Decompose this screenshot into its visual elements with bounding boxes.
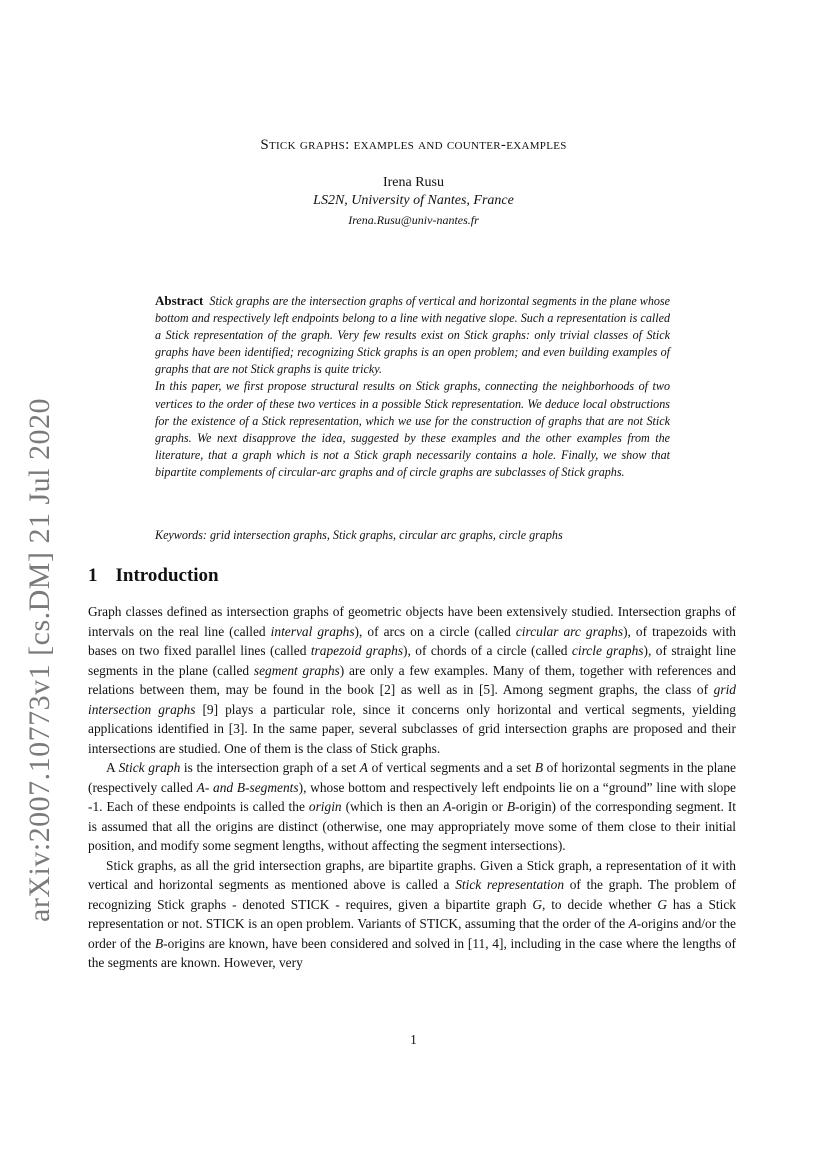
text-run: A — [106, 760, 119, 775]
section-heading — [88, 565, 219, 587]
author-email: Irena.Rusu@univ-nantes.fr — [348, 213, 479, 227]
emphasis-term: segment graphs — [253, 662, 340, 678]
text-run: ), of trapezoids with bases on two fixed parallel lines (called — [88, 623, 736, 658]
text-run: Graph classes defined as intersection graphs of geometric objects have been extensively studied. Intersection graphs of intervals on the real line (called — [88, 604, 736, 639]
text-run: ), of straight line segments in the plane (called — [88, 643, 737, 678]
keywords-line: Keywords: grid intersection graphs, Stick graphs, circular arc graphs, circle graphs — [155, 528, 563, 542]
text-run: is the intersection graph of a set — [180, 760, 360, 775]
abstract-paragraph-2: In this paper, we first propose structural results on Stick graphs, connecting the neighborhoods of two vertices to the order of these two vertices in a possible Stick representation. We deduce local obstructions for the existence of a Stick representation, which we use for the construction of graphs that are not Stick graphs. We next disapprove the idea, suggested by these examples and the other examples from the literature, that a graph which is not a Stick graph necessarily contains a hole. Finally, we show that bipartite complements of circular-arc graphs and of circle graphs are subclasses of Stick graphs. — [155, 379, 670, 479]
emphasis-term: grid intersection graphs — [88, 682, 736, 717]
abstract-text-1: Stick graphs are the intersection graphs of vertical and horizontal segments in the plane whose bottom and respectively left endpoints belong to a line with negative slope. Such a representation is called a Stick representation of the graph. Very few results exist on Stick graphs: only trivial classes of Stick graphs have been identified; recognizing Stick graphs is an open problem; and even building examples of graphs that are not Stick graphs is quite tricky. — [155, 294, 670, 377]
section-title: Introduction — [115, 565, 219, 586]
text-run: of the graph. The problem of recognizing Stick graphs - denoted STICK - requires, given a bipartite graph — [88, 877, 736, 912]
emphasis-term: circular arc graphs — [515, 623, 624, 639]
author-name: Irena Rusu — [382, 175, 445, 190]
math-symbol: A — [359, 760, 368, 775]
arxiv-stamp — [24, 360, 56, 960]
text-run: has a Stick representation or not. STICK is an open problem. Variants of STICK, assuming that the order of the — [88, 896, 737, 931]
author-affiliation: LS2N, University of Nantes, France — [313, 193, 514, 208]
text-run: -origins and/or the order of the — [88, 916, 736, 951]
emphasis-term: - and — [204, 779, 237, 795]
math-symbol: B — [154, 935, 164, 951]
math-symbol: B — [506, 799, 516, 814]
abstract-label: Abstract — [155, 293, 204, 308]
emphasis-term: Stick graph — [118, 760, 181, 775]
text-run: ), whose bottom and respectively left endpoints lie on a “ground” line with slope -1. Each of these endpoints is called the — [88, 779, 736, 814]
text-run: -origins are known, have been considered and solved in [11, 4], including in the case where the lengths of the segments are known. However, very — [88, 935, 736, 970]
section-number: 1 — [88, 565, 98, 586]
body-text — [88, 602, 736, 973]
abstract-paragraph-1 — [155, 292, 670, 378]
page-number: 1 — [410, 1032, 417, 1047]
text-run: , to decide whether — [541, 896, 658, 912]
math-symbol: A — [443, 799, 452, 814]
body-paragraph-3 — [88, 856, 736, 973]
text-run: ) are only a few examples. Many of them, together with references and relations between them, may be found in the book [2] as well as in [5]. Among segment graphs, the class of — [88, 662, 737, 697]
body-paragraph-1 — [88, 602, 736, 758]
math-symbol: A — [628, 916, 637, 931]
emphasis-term: -segments — [245, 779, 299, 795]
text-run: Stick graphs, as all the grid intersection graphs, are bipartite graphs. Given a Stick graph, a representation of it with vertical and horizontal segments as mentioned above is called a — [88, 857, 736, 892]
emphasis-term: interval graphs — [270, 623, 355, 639]
text-run: ), of chords of a circle (called — [403, 643, 572, 658]
emphasis-term: origin — [308, 799, 342, 814]
emphasis-term: circle graphs — [571, 643, 644, 658]
text-run: [9] plays a particular role, since it concerns only horizontal and vertical segments, yielding applications identified in [3]. In the same paper, several subclasses of grid intersection graphs are proposed and their intersections are studied. One of them is the class of Stick graphs. — [88, 701, 736, 756]
text-run: -origin) of the corresponding segment. It is assumed that all the origins are distinct (otherwise, one may appropriately move some of them close to their initial position, and modify some segment lengths, without affecting the segment intersections). — [88, 799, 737, 853]
text-run: of vertical segments and a set — [367, 760, 535, 775]
math-symbol: B — [236, 779, 246, 795]
emphasis-term: trapezoid graphs — [310, 643, 404, 658]
text-run: ), of arcs on a circle (called — [354, 623, 516, 639]
math-symbol: A — [196, 779, 205, 795]
paper-title: Stick graphs: examples and counter-examples — [260, 137, 567, 153]
text-run: (which is then an — [341, 799, 444, 814]
abstract-block — [155, 292, 670, 481]
body-paragraph-2 — [88, 758, 736, 856]
math-symbol: B — [534, 760, 543, 775]
text-run: of horizontal segments in the plane (respectively called — [88, 760, 736, 795]
arxiv-identifier: arXiv:2007.10773v1 [cs.DM] 21 Jul 2020 — [23, 398, 56, 922]
text-run: -origin or — [451, 799, 507, 814]
math-symbol: G — [532, 896, 542, 912]
math-symbol: G — [657, 896, 668, 912]
emphasis-term: Stick representation — [455, 877, 565, 892]
